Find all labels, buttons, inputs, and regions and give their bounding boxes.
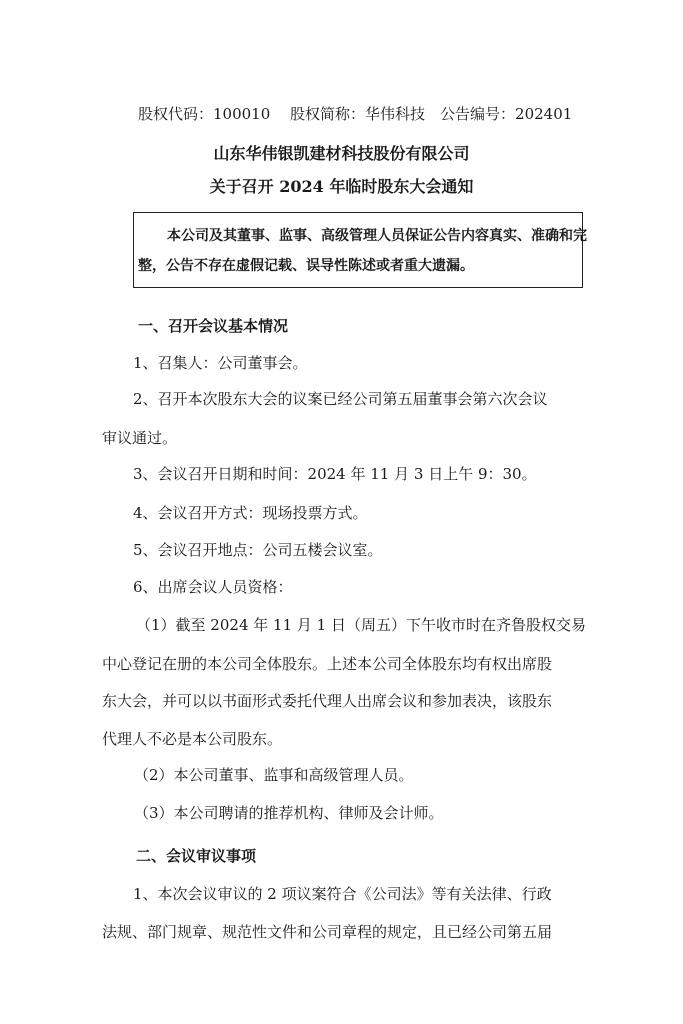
item-5: 5、会议召开地点：公司五楼会议室。 xyxy=(133,541,383,559)
company-title: 山东华伟银凯建材科技股份有限公司 xyxy=(213,144,470,163)
item-1: 1、召集人：公司董事会。 xyxy=(133,354,308,372)
section-1-heading: 一、召开会议基本情况 xyxy=(138,317,289,335)
sub-item-1-line-3: 东大会，并可以以书面形式委托代理人出席会议和参加表决，该股东 xyxy=(102,692,553,710)
sub-item-2: （2）本公司董事、监事和高级管理人员。 xyxy=(134,766,414,784)
item-6: 6、出席会议人员资格： xyxy=(133,578,293,596)
section-2-item-1-line-1: 1、本次会议审议的 2 项议案符合《公司法》等有关法律、行政 xyxy=(133,885,552,903)
sub-item-1-line-1: （1）截至 2024 年 11 月 1 日（周五）下午收市时在齐鲁股权交易 xyxy=(136,616,586,634)
item-4: 4、会议召开方式：现场投票方式。 xyxy=(133,504,368,522)
sub-item-1-line-2: 中心登记在册的本公司全体股东。上述本公司全体股东均有权出席股 xyxy=(102,655,553,673)
item-2-line-1: 2、召开本次股东大会的议案已经公司第五届董事会第六次会议 xyxy=(133,390,548,408)
section-2-heading: 二、会议审议事项 xyxy=(136,847,257,865)
notice-title: 关于召开 2024 年临时股东大会通知 xyxy=(209,177,474,196)
section-2-item-1-line-2: 法规、部门规章、规范性文件和公司章程的规定，且已经公司第五届 xyxy=(102,923,553,941)
item-3: 3、会议召开日期和时间：2024 年 11 月 3 日上午 9：30。 xyxy=(133,465,537,483)
disclaimer-line-2: 整，公告不存在虚假记载、误导性陈述或者重大遗漏。 xyxy=(138,258,474,274)
sub-item-3: （3）本公司聘请的推荐机构、律师及会计师。 xyxy=(134,804,444,822)
sub-item-1-line-4: 代理人不必是本公司股东。 xyxy=(102,730,283,748)
disclaimer-box xyxy=(133,212,587,288)
disclaimer-line-1: 本公司及其董事、监事、高级管理人员保证公告内容真实、准确和完 xyxy=(167,228,587,244)
stock-meta-line: 股权代码：100010 股权简称：华伟科技 公告编号：202401 xyxy=(138,105,573,123)
item-2-line-2: 审议通过。 xyxy=(102,429,178,447)
